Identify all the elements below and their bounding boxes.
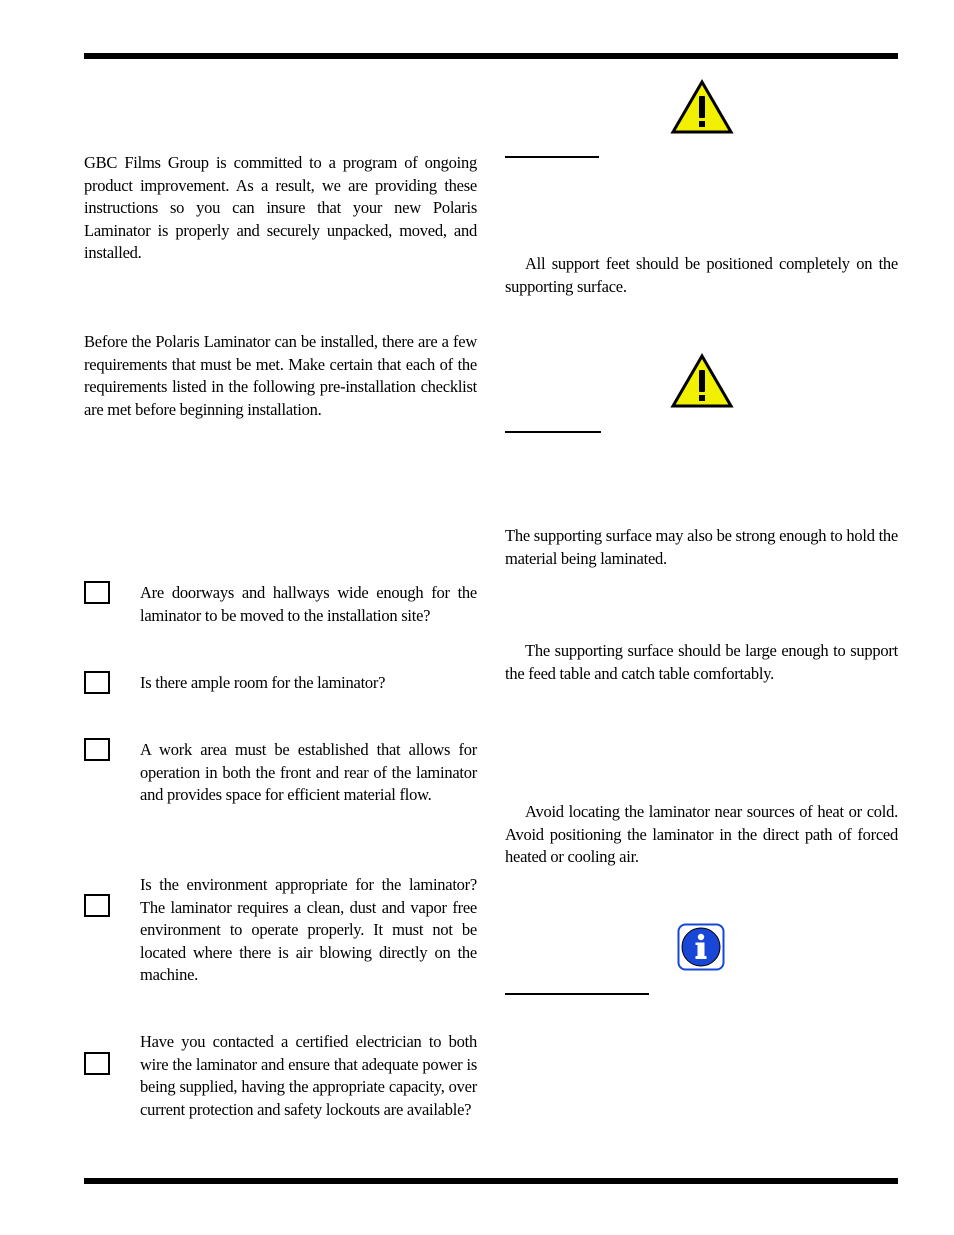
location-paragraph: Avoid locating the laminator near sources of heat or cold. Avoid positioning the laminator in the direct path of forced heated or cooling air. <box>505 802 898 866</box>
checklist-item-4: Is the environment appropriate for the laminator? The laminator requires a clean, dust and vapor free environment to operate properly. It must not be located where there is air blowing directly on the machine. <box>140 875 477 984</box>
checklist-item-1: Are doorways and hallways wide enough for the laminator to be moved to the installation site? <box>140 583 477 625</box>
checklist-checkbox-2[interactable] <box>84 671 110 694</box>
support-feet-paragraph: All support feet should be positioned completely on the supporting surface. <box>505 254 898 296</box>
checklist-checkbox-4[interactable] <box>84 894 110 917</box>
warning-triangle-icon <box>670 79 734 135</box>
checklist-checkbox-3[interactable] <box>84 738 110 761</box>
bottom-rule <box>84 1178 898 1184</box>
info-icon <box>677 923 725 971</box>
checklist-item-5: Have you contacted a certified electrician to both wire the laminator and ensure that adequate power is being supplied, having the appropriate capacity, over current protection and safety lockouts are available? <box>140 1032 477 1119</box>
requirements-paragraph: Before the Polaris Laminator can be installed, there are a few requirements that must be met. Make certain that each of the requirements listed in the following pre-installation checklist are met before beginning installation. <box>84 332 477 419</box>
checklist-checkbox-5[interactable] <box>84 1052 110 1075</box>
checklist-item-2: Is there ample room for the laminator? <box>140 673 386 692</box>
warning-heading-rule-1 <box>505 156 599 158</box>
checklist-item-3: A work area must be established that allows for operation in both the front and rear of the laminator and provides space for efficient material flow. <box>140 740 477 804</box>
warning-heading-rule-2 <box>505 431 601 433</box>
intro-paragraph: GBC Films Group is committed to a program of ongoing product improvement. As a result, we are providing these instructions so you can insure that your new Polaris Laminator is properly and securely unpacked, moved, and installed. <box>84 153 477 262</box>
warning-triangle-icon <box>670 353 734 409</box>
surface-size-paragraph: The supporting surface should be large enough to support the feed table and catch table comfortably. <box>505 641 898 683</box>
checklist-checkbox-1[interactable] <box>84 581 110 604</box>
surface-strength-paragraph: The supporting surface may also be strong enough to hold the material being laminated. <box>505 526 898 568</box>
top-rule <box>84 53 898 59</box>
info-heading-rule <box>505 993 649 995</box>
